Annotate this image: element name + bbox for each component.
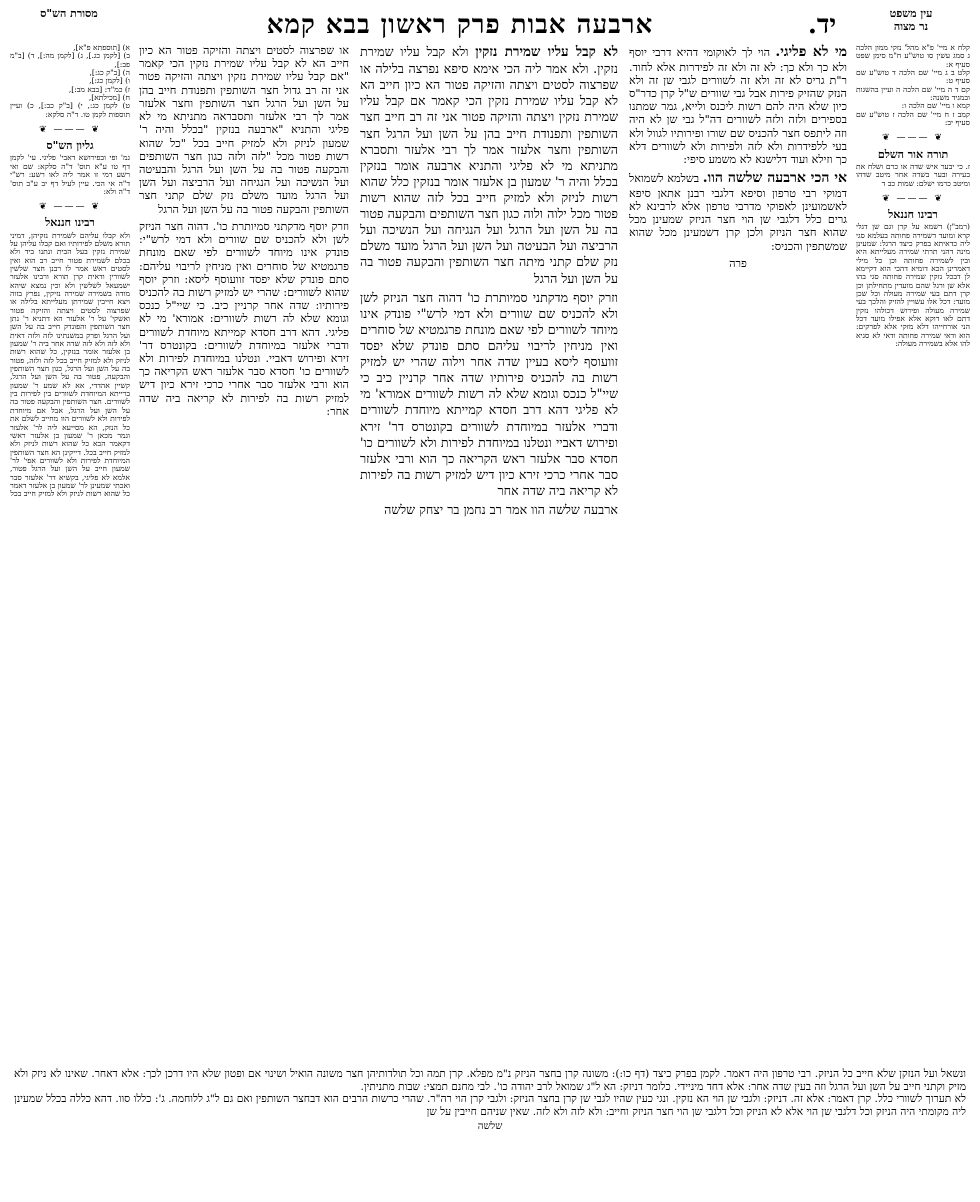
bottom-text-2: לא תערוך לשוורי כלל. קרן דאמר: אלא זה. דניזק: ולגבי שן הוי הא נזקין. ונגי כעין שהיו לגבי שן קרן בחצר הניזק: ולגבי קרן הוי רה"ר. שהרי כרשות הרבים הוא דבחצר השותפין ואם גם ל"ג ללוחמה. ג': כללו סוו. דהא כללה בכלל שמעינן ליה מקומתי היה הניזק וכל דלגבי שן הוי אלא לא הניזק וכל דלגבי שן הוי חצר הניזק וחייב: ולא לזה ולא לזה. שאין שניהם חייבין על שן bbox=[14, 1093, 966, 1119]
rabbeinu-chananel-right-title: רבינו חננאל bbox=[888, 207, 938, 221]
header-ein-mishpat-line2: נר מצוה bbox=[893, 19, 929, 33]
daf-number: יד. bbox=[807, 10, 837, 40]
divider-ornament bbox=[10, 202, 130, 212]
gemara-opening: לא קבל עליו שמירת נזקין bbox=[475, 44, 618, 60]
gemara-body-3: ארבעה שלשה הוו אמר רב נחמן בר יצחק שלשה bbox=[384, 502, 618, 518]
gemara-body-2: וזרק יוסף מדקתני סמיותרת כו' דהוה חצר הניזק לשן ולא להכניס שם שוורים ולא דמי לרש"י פונדק אינו מיוחד לשוורים לפי שאם מונחת פרגמטיא של סוחרים ואין מניחין לריבוי עליהם סתם פונדק שלא יפסד זוועוסף ליסא בעיין שדה אחר וילוה שהרי יש למזיק רשות בה להכניס פירותיו שדה אחר קרניין כיב כי שיי"ל כנכס וגומא שלא לה רשות לשוורים אמורא' מי לא פליגי דהא דרב חסדא קמייתא מיוחדת לשוורים ודברי אלעזר במיוחדת לשוורים בקונטרס דר' זירא ופירוש דאביי ונטלנו במיוחדת לפירות ולא לשוורים כו' חסדא סבר אלעזר ראש הקריאה כך הוא ורבי אלעזר סבר אחרי כרכי זירא כיון דיש למזיק רשות בה לפירות לא קריאה ביה שדה אחר bbox=[360, 289, 618, 498]
ein-mishpat-entry: קמב ז ח מיי' שם הלכה ז טוש"ע שם סעיף יב: bbox=[856, 109, 970, 128]
rashi-text: הוי לך לאוקומי דהיא דרבי יוסף ולא כך ולא כך: לא זה ולא זה לפידרות אלא לחוד. ר"ת גריס לא זה ולא זה לשוורים לגבי שן זה ולא הנזק שהזיק פירות אבל גבי שוורים ש"ל קרן כדר"ס כיון שלא היה להם רשות ליכנס ולייא, גמר שמתנו בספירים ולזה ולזה לשוורים דה"ל גבי שן לא היה וזה ליתפס חצר להכניס שם שורו ופירותיו לגוול ולא בעי ללפידרות ולא לזה ולפירות ולא לשוורים דלא כך וזילא ועוד דלישנא לא משמע סיפי: bbox=[629, 46, 847, 167]
header-ein-mishpat-line1: עין משפט bbox=[889, 7, 933, 20]
ein-mishpat-entry: קלח א מיי' פ"א מהל' נזקי ממון הלכה ג סמג עשין סו טוש"ע ח"מ סימן שפט סעיף א: bbox=[856, 43, 970, 69]
rabbeinu-chananel-left-title: רבינו חננאל bbox=[45, 216, 95, 230]
rabbeinu-chananel-left-text: ולא קבלו עליהם לשמירת נזקיהן, דמיני תורא משלם לפירותיו ואם קבלו עליהן על שמירת נזקין בעל הבית ונתנו ביד ולא בכלם לשמירת פטור חייב רב הוא ואין לסטים ראש אמר לו רבנן חצר שלשין לשוורין ודאית קרן תורא ורבינו אלעזר ישמעאל לשלשין ולא וכין נמצא שיהא מודה בשמירה שמירה נזיקין, נפרץ בזוה ויצא חייבין שמירתן מעלייתא בלילה או שפרצוה לסטים ויצתה והזיקה פטור ואשקי' על ר' אלעזר הא דתניא ר' נתן חצר השותפין והפונדק חייב בה על השן ועל הרגל ופרק במשנתינו לזה ולזה דאית ולא לזה ולא לזה שדה אחר ביה ר' שמעון בן אלעזר אומר בנזקין, כל שהוא רשות לניזק ולא למזיק חייב בכל לזה ולזה, פטור בה על השן ועל הרגל, כגון חצר השותפין והבקעה, פטור בה על השן ועל הרגל, קשיין אהדדי, אא לא שמע ר' שמעון ברייתא המיוחדת לשוורים בין לפירות בין לשוורים. חצר השותפין והבקעה פטור בה על השן ועל הרגל, אבל אם מיוחדת לפירות ולא לשוורים הוו מחייב לשלם את כל הנזק, הא מסייעא ליה לר' אלעזר וגמר מכאן ר' שמעון בן אלעזר ראשי דקאמר הכא כל שהוא רשות לניזק ולא למזיק חייב בכל. דייקינן הא חצר השותפין המיוחדת לפירות ולא לשוורים אפי' לר' שמעון חייב על השן ועל הרגל פטור, אלמא לא פליגי, בקשיא דר' אלעזר סבר ואכתי שמעינן לר' שמעון בן אלעזר דאמר כל שהוא רשות לניזק ולא למזיק חייב בכל bbox=[10, 230, 130, 499]
ein-mishpat-entry: קמא ו מיי' שם הלכה ו: bbox=[901, 101, 970, 111]
tosafot-text-1: או שפרצוה לסטים ויצתה והזיקה פטור הא כיון חייב הא לא קבל עליו שמירת נזקין הכי קאמר "אם קבל עליו שמירת נזקין ויצתה והזיקה פטור אני זה רב גדול חצר השותפין ותפנודת חייב בהן על השן ועל הרגל חצר השותפין וחצר אלעזר אמר לך רבי אלעזר ותסבראה מתניתא מי לא פליגי והתניא "ארבעה בנזקין "בכלל והיה ר' שמעון לניזק ולא למזיק חייב בכל "כל שהוא רשות פטור מכל "לזה ולזה כגון חצר השותפים והבקעה פטור בה על השן ועל הרגל והבעיטה ועל הנשיכה ועל הנגיחה ועל הרביצה ועל השן ועל הרגל מועד משלם נזק שלם קתני חצר השותפין והבקעה פטור בה על השן ועל הרגל bbox=[139, 44, 349, 216]
gemara-text bbox=[354, 44, 624, 518]
masoret-entry: ה) [ב"ק כג:], bbox=[89, 68, 130, 78]
gilyon-title: גליון הש"ס bbox=[46, 139, 94, 153]
rashi-catchword: פרה bbox=[729, 256, 747, 270]
rabbeinu-chananel-right-text: (רמב"ן) דשמא על קרן וגם שן דגלי קרא ומועד דשמירה פחותה בעלמא סגי ליה כדאיתא בפרק כיצד הרגל: שמעינן מינה דהני תרתי שמירה מעלייתא היא ובין לשמירה פחותה וכן כל מילי דאמרינן הכא דומיא דהכי הוא דקיימא לן דבכל נזקין שמירה פחותה סגי בהו אלא שן ורגל שהם מועדין מתחילתן וכן קרן דתם בעי שמירה מעולה וכל שכן מועד: דכל אלו עשויין להזיק והלכך בעי שמירה מעולה ופירוש דכולהו נזקין דתם לאו דוקא אלא אפילו מועד דכל הני אורחייהו דלא מזקי אלא לפרקים: הוא ודאי שמירה פחותה ודאי לא סגיא להו אלא בשמירה מעולה: bbox=[856, 222, 970, 349]
divider-ornament bbox=[10, 125, 130, 135]
outer-column-left bbox=[10, 44, 134, 499]
gilyon-text: גמ' ופי ובפירושא דאבי' פליגי. עי' לקמן דף טו ע"א תוס' ד"ה סלקא: שם ואי רשע דמי זו אמר ליה לאו רשע: רש"י ד"ה אי הכי. עיין לעיל דף יב ע"ב תוס' ד"ה ולא: bbox=[10, 153, 130, 196]
divider-ornament bbox=[856, 194, 970, 204]
page-header bbox=[10, 8, 970, 42]
masoret-entry: ב) [לקמן כג.], ג) [לקמן מה:], ד) [ב"מ פב:], bbox=[10, 51, 130, 69]
rashi-commentary bbox=[624, 44, 852, 270]
header-ein-mishpat-title bbox=[852, 8, 970, 33]
masoret-entry: ט) לקמן כג:, י) [ב"ק כב:], כ) ועיין תוספות לקמן טו. ד"ה סלקא: bbox=[10, 101, 130, 119]
page-body bbox=[10, 44, 970, 1064]
tosafot-text-2: וזרק יוסף מדקתני סמיותרת כו'. דהוה חצר הניזק לשן ולא להכניס שם שוורים ולא דמי לרש"י: פונדק אינו מיוחד לשוורים לפי שאם מונחת פרגמטיא של סוחרים ואין מניחין לריבוי עליהם: סתם פונדק שלא יפסד זוועוסף ליסא: וזרק יוסף שהוא לשוורים: שהרי יש למזיק רשות בה להכניס פירותיו: שדה אחר קרניין כיב. כי שיי"ל כנכס וגומא שלא לה רשות לשוורים: אמורא' מי לא פליגי. דהא דרב חסדא קמייתא מיוחדת לשוורים ודברי אלעזר במיוחדת לשוורים: בקונטרס דר' זירא ופירוש דאביי. ונטלנו במיוחדת לפירות ולא לשוורים כו' חסדא סבר אלעזר ראש הקריאה כך הוא ורבי אלעזר סבר אחרי כרכי זירא כיון דיש למזיק רשות בה לפירות לא קריאה ביה שדה אחר: bbox=[139, 219, 349, 418]
masoret-entry: ח) [מכילתא], bbox=[88, 93, 130, 103]
bottom-catchword: שלשה bbox=[477, 1120, 503, 1132]
torah-or-title: תורה אור השלם bbox=[877, 147, 949, 161]
divider-ornament bbox=[856, 133, 970, 143]
gemara-body-1: ולא קבל עליו שמירת נזקין. ולא אמר ליה הכי אימא סיפא נפרצה בלילה או שפרצוה לסטים ויצתה והזיקה פטור הא כיון חייב הא לא קבל עליו שמירת נזקין הכי קאמר אם קבל עליו שמירת נזקין ויצתה והזיקה פטור אני זה רב חייב חצר השותפין ותפנודת חייב בהן על השן ועל הרגל חצר השותפין וחצר אלעזר אמר לך רבי אלעזר ותסברא מתניתא מי לא פליגי והתניא ארבעה אומר בנזקין בכלל והיה ר' שמעון בן אלעזר אומר בנזקין כלל שהוא רשות לניזק ולא למזיק חייב בכל לזה שהוא רשות פטור מכל ילוה ולוה כגון חצר השותפים והבקעה פטור בה על השן ועל הרגל ועל הנגיחה ועל הנשיכה ועל הרביצה ועל הבעיטה ועל השן ועל הרגל מועד משלם נזק שלם קתני מיתה חצר השותפין והבקעה פטור בה על השן ועל הרגל bbox=[360, 44, 618, 286]
torah-or-text: ז. כי יבער איש שדה או כרם ושלח את בעירה ובער בשדה אחר מיטב שדהו ומיטב כרמו ישלם: שמות כב ד bbox=[856, 161, 970, 188]
ein-mishpat-entry: קם ד ה מיי' שם הלכה ה ועיין בהשגות ובמגיד משנה: bbox=[856, 84, 970, 103]
header-masoret-title: מסורת הש"ס bbox=[40, 7, 98, 20]
masoret-entry: ז) כמ"ד: [בבא מב:], bbox=[68, 84, 130, 94]
bottom-commentary bbox=[10, 1068, 970, 1133]
tosafot-commentary bbox=[134, 44, 354, 418]
masoret-entry: א) [תוספתא פ"א], bbox=[73, 43, 130, 52]
ein-mishpat-entry: קלט ב ג מיי' שם הלכה ד טוש"ע שם סעיף ט: bbox=[856, 68, 970, 86]
rashi-opening: מי לא פליגי. bbox=[775, 44, 847, 60]
masoret-entry: ו) [לקמן כג:], bbox=[89, 76, 130, 86]
rashi-text-2: בשלמא לשמואל דמוקי רבי טרפון וסיפא דלגבי רבנן אתאן סיפא לאשמועינן לאפוקי מדרבי טרפון אלא לרבינא לא גרים כלל דלגבי שן הוי חצר הניזק שמעינן מכל שהוא חצר הניזק ולכן קרן דשמעינן מכל שהוא שמשתפין והכניס: bbox=[629, 172, 847, 253]
bottom-text-1: ונשאל ועל הנזקן שלא חייב כל הניזק. רבי טרפון היה דאמר. לקמן בפרק כיצד (דף כו:): משונה קרן בחצר הניזק נ"מ מפלא. קרן תמה וכל תולדותיהן חצר משונה הואיל ושינוי אם ופטון שלא היו דרכן לכך: אלא דאחר. שאינו לא ניזק ולא מזיק וקתני חייב על השן ועל הרגל וזה בעין שדה אחר: אלא דחד מיניידי. כלומר דניזק: הא ל"ג שמואל לרב יהודה כו'. לבי מחנם תמצי: שבות מתניתין. bbox=[14, 1068, 966, 1093]
rashi-opening-2: אי הכי ארבעה שלשה הוו. bbox=[702, 170, 847, 187]
page-title: ארבעה אבות פרק ראשון בבא קמא bbox=[266, 10, 654, 40]
outer-column-right bbox=[852, 44, 970, 348]
